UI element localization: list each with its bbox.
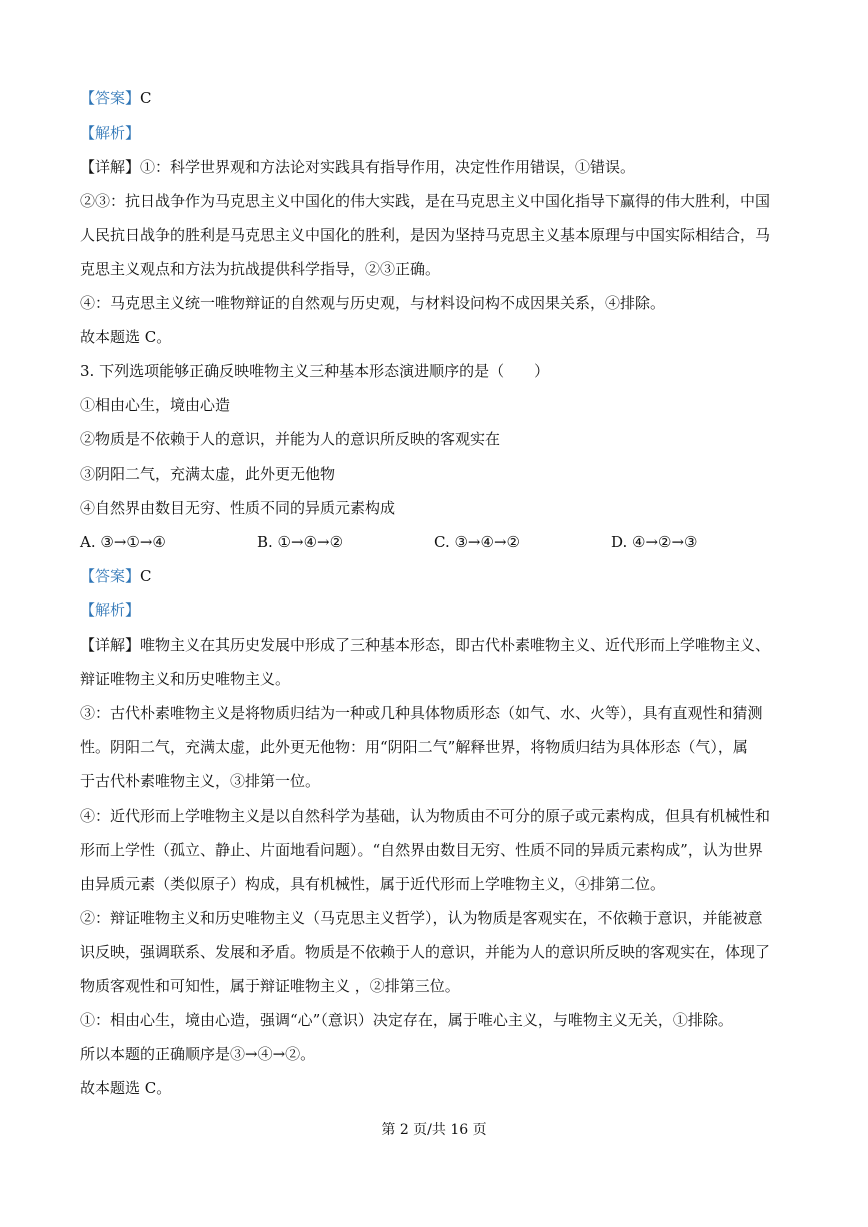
answer-label: 【答案】 — [80, 567, 141, 585]
analysis-line — [80, 600, 800, 620]
paragraph-line: ③：古代朴素唯物主义是将物质归结为一种或几种具体物质形态（如气、水、火等），具有直观性和猜测 — [80, 704, 763, 722]
question-item: ④自然界由数目无穷、性质不同的异质元素构成 — [80, 499, 396, 517]
paragraph-line: 形而上学性（孤立、静止、片面地看问题）。“自然界由数目无穷、性质不同的异质元素构成”，认为世界 — [80, 841, 763, 859]
answer-options — [80, 532, 800, 552]
question-item: ①相由心生，境由心造 — [80, 396, 231, 414]
answer-label: 【答案】 — [80, 89, 141, 107]
conclusion-line: 故本题选 C。 — [80, 1079, 172, 1097]
paragraph-line: 由异质元素（类似原子）构成，具有机械性，属于近代形而上学唯物主义，④排第二位。 — [80, 875, 666, 893]
paragraph-line: ④：马克思主义统一唯物辩证的自然观与历史观，与材料设问构不成因果关系，④排除。 — [80, 294, 666, 312]
paragraph-line: ②③：抗日战争作为马克思主义中国化的伟大实践，是在马克思主义中国化指导下赢得的伟大胜利，中国 — [80, 192, 771, 210]
page-footer: 第 2 页/共 16 页 — [381, 1122, 487, 1138]
question-item: ③阴阳二气，充满太虚，此外更无他物 — [80, 465, 336, 483]
paragraph-line: 性。阴阳二气，充满太虚，此外更无他物：用“阴阳二气”解释世界，将物质归结为具体形态（气），属 — [80, 738, 748, 756]
paragraph-line: 克思主义观点和方法为抗战提供科学指导，②③正确。 — [80, 260, 441, 278]
question-stem: 3. 下列选项能够正确反映唯物主义三种基本形态演进顺序的是（ ） — [80, 362, 550, 380]
paragraph-line: ②：辩证唯物主义和历史唯物主义（马克思主义哲学），认为物质是客观实在，不依赖于意识，并能被意 — [80, 909, 763, 927]
detail-label: 【详解】 — [80, 636, 141, 654]
detail-label: 【详解】 — [80, 158, 141, 176]
answer-value: C — [140, 567, 152, 585]
option-a: A. ③→①→④ — [80, 533, 166, 551]
paragraph-line: 物质客观性和可知性，属于辩证唯物主义 ，②排第三位。 — [80, 977, 460, 995]
answer-line — [80, 88, 800, 108]
paragraph-line: 人民抗日战争的胜利是马克思主义中国化的胜利，是因为坚持马克思主义基本原理与中国实际相结合，马 — [80, 226, 771, 244]
paragraph-line: ①：相由心生，境由心造，强调“心”（意识）决定存在，属于唯心主义，与唯物主义无关，①排除。 — [80, 1011, 733, 1029]
detail-text: ①：科学世界观和方法论对实践具有指导作用，决定性作用错误，①错误。 — [140, 158, 636, 176]
analysis-label: 【解析】 — [80, 124, 141, 142]
paragraph-line: 于古代朴素唯物主义，③排第一位。 — [80, 772, 321, 790]
answer-line — [80, 566, 800, 586]
answer-value: C — [140, 89, 152, 107]
analysis-line — [80, 123, 800, 143]
paragraph-line: 识反映，强调联系、发展和矛盾。物质是不依赖于人的意识，并能为人的意识所反映的客观实在，体现了 — [80, 943, 771, 961]
conclusion-line: 故本题选 C。 — [80, 328, 172, 346]
option-d: D. ④→②→③ — [611, 533, 698, 551]
option-b: B. ①→④→② — [257, 533, 344, 551]
detail-text: 唯物主义在其历史发展中形成了三种基本形态，即古代朴素唯物主义、近代形而上学唯物主义、 — [140, 636, 771, 654]
paragraph-line: ④：近代形而上学唯物主义是以自然科学为基础，认为物质由不可分的原子或元素构成，但具有机械性和 — [80, 807, 771, 825]
detail-line — [80, 157, 800, 177]
paragraph-line: 辩证唯物主义和历史唯物主义。 — [80, 670, 291, 688]
option-c: C. ③→④→② — [434, 533, 520, 551]
paragraph-line: 所以本题的正确顺序是③→④→②。 — [80, 1045, 316, 1063]
analysis-label: 【解析】 — [80, 601, 141, 619]
question-item: ②物质是不依赖于人的意识，并能为人的意识所反映的客观实在 — [80, 430, 501, 448]
detail-line — [80, 635, 800, 655]
